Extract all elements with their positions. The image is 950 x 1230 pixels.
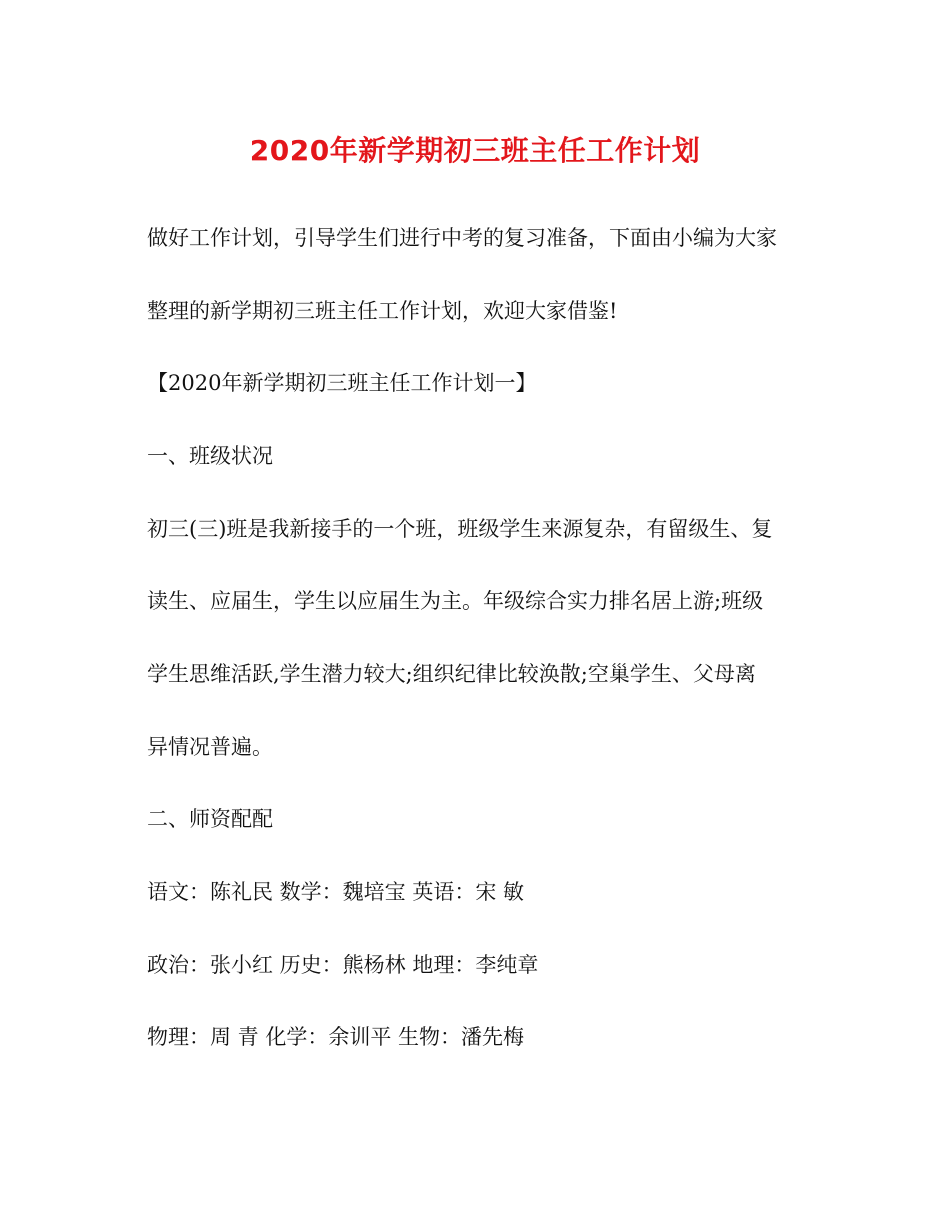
paragraph-line-2: 读生、应届生，学生以应届生为主。年级综合实力排名居上游;班级	[147, 589, 764, 613]
teacher-row-2: 政治：张小红 历史：熊杨林 地理：李纯章	[147, 953, 539, 977]
intro-line-1: 做好工作计划，引导学生们进行中考的复习准备，下面由小编为大家	[147, 226, 777, 250]
paragraph-line-3: 学生思维活跃,学生潜力较大;组织纪律比较涣散;空巢学生、父母离	[147, 662, 756, 686]
teacher-row-3: 物理：周 青 化学：余训平 生物：潘先梅	[147, 1025, 525, 1049]
heading-teacher-allocation: 二、师资配配	[147, 807, 273, 831]
document-title: 2020年新学期初三班主任工作计划	[249, 134, 701, 167]
teacher-row-1: 语文：陈礼民 数学：魏培宝 英语：宋 敏	[147, 880, 525, 904]
section-heading-plan-one: 【2020年新学期初三班主任工作计划一】	[147, 371, 537, 395]
heading-class-status: 一、班级状况	[147, 444, 273, 468]
intro-line-2: 整理的新学期初三班主任工作计划，欢迎大家借鉴!	[147, 299, 618, 323]
paragraph-line-4: 异情况普遍。	[147, 735, 273, 759]
paragraph-line-1: 初三(三)班是我新接手的一个班，班级学生来源复杂，有留级生、复	[147, 517, 773, 541]
